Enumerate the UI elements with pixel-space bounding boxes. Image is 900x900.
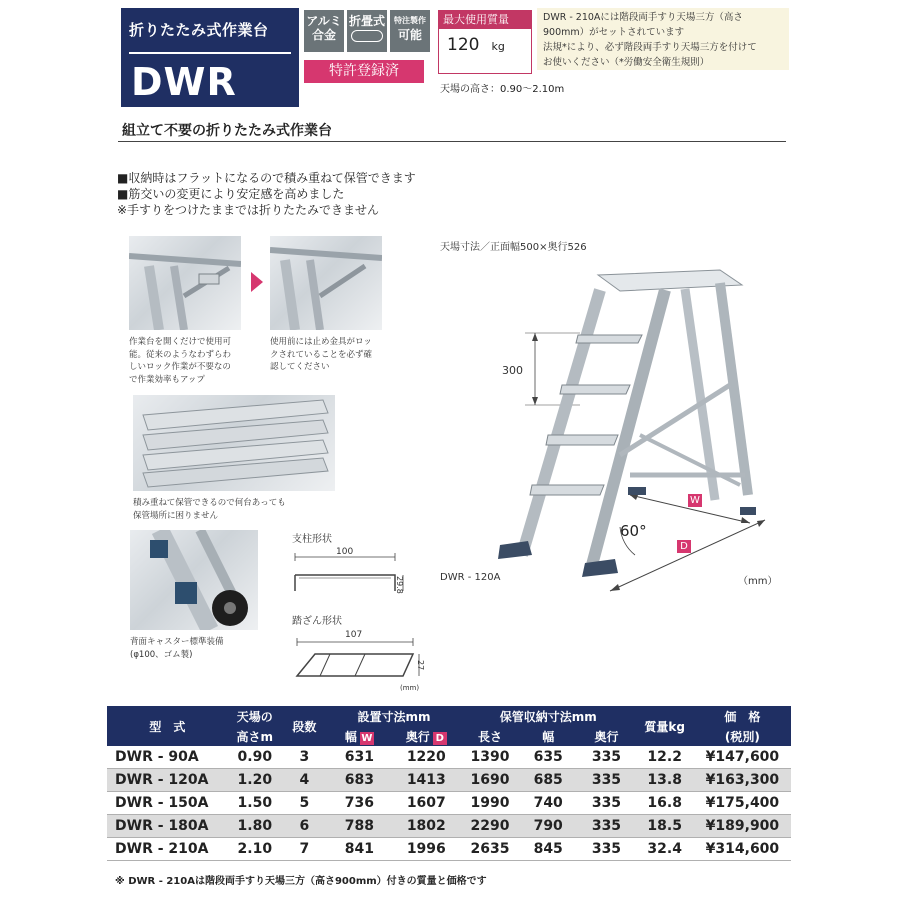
caption-open: 作業台を開くだけで使用可 能。従来のようなわずらわ しいロック作業が不要なの で作業効率もアップ: [129, 337, 232, 385]
caster-icon: [130, 530, 258, 630]
w-tag: W: [361, 732, 373, 744]
max-load-box: [438, 10, 532, 74]
caption-caster: 背面キャスター標準装備 (φ100、ゴム製): [130, 637, 224, 660]
patent-badge: 特許登録済: [304, 60, 424, 83]
badge-folding: 折畳式: [347, 10, 387, 52]
table-row: DWR - 180A 1.80 6 788 1802 2290 790 335 18.5 ¥189,900: [107, 815, 791, 838]
table-row: DWR - 120A 1.20 4 683 1413 1690 685 335 13.8 ¥163,300: [107, 769, 791, 792]
col-model: 型 式: [107, 706, 228, 746]
headline: 組立て不要の折りたたみ式作業台: [122, 123, 332, 139]
col-steps: 段数: [282, 706, 327, 746]
caption-stack: 積み重ねて保管できるので何台あっても 保管場所に困りません: [133, 498, 286, 521]
platform-size: 天場寸法／正面幅500×奥行526: [440, 242, 587, 253]
feature-item: ※手すりをつけたままでは折りたたみできません: [117, 203, 380, 217]
feature-item: ■収納時はフラットになるので積み重ねて保管できます: [117, 171, 416, 185]
d-tag: D: [433, 732, 447, 745]
diagram-unit: （mm）: [738, 576, 778, 587]
post-width: 100: [336, 547, 354, 557]
table-row: DWR - 90A 0.90 3 631 1220 1390 635 335 12.2 ¥147,600: [107, 746, 791, 769]
table-footnote: ※ DWR - 210Aは階段両手すり天場三方（高さ900mm）付きの質量と価格です: [115, 876, 487, 887]
spec-table: 型 式 天場の 段数 設置寸法mm 保管収納寸法mm 質量kg 価 格 高さm 幅 W 奥行 D 長さ 幅 奥行 (税別) DWR - 90A 0.90 3 631 1220 1390 635 335 12.2 ¥147,600 DWR - 120A 1.20 4 683 1413 1690 685 335 13.8 ¥163,300 DWR - 150A 1.50 5 736 1607 1990 740 335 16.8 ¥175,400 DWR - 180A 1.80 6 788 1802 2290 790 335 18.5 ¥189,900 DWR - 210A 2.10 7 841 1996 2635 845 335 32.4 ¥314,600: [107, 706, 791, 861]
photo-caster: [130, 530, 258, 630]
note-box: DWR - 210Aには階段両手すり天場三方（高さ 900mm）がセットされています 法規*により、必ず階段両手すり天場三方を付けて お使いください（*労働安全衛生規則）: [537, 8, 789, 70]
stack-illustration: [133, 395, 335, 491]
title-block: [121, 8, 299, 107]
feature-item: ■筋交いの変更により安定感を高めました: [117, 187, 345, 201]
post-profile-title: 支柱形状: [292, 534, 332, 545]
col-weight: 質量kg: [636, 706, 694, 746]
lock-illustration: [270, 236, 382, 330]
profile-unit: (mm): [400, 684, 420, 692]
platform-height-range: 天場の高さ：0.90〜2.10m: [440, 84, 565, 95]
work-platform-diagram: [480, 255, 780, 600]
w-tag: W: [688, 494, 702, 507]
col-price: 価 格: [694, 706, 791, 726]
folding-icon: [351, 30, 383, 42]
title-divider: [129, 52, 291, 54]
product-model: DWR: [131, 60, 237, 104]
product-subtitle: 折りたたみ式作業台: [129, 21, 269, 39]
col-storage: 保管収納寸法mm: [461, 706, 636, 726]
feature-list: [117, 170, 416, 218]
step-pitch-label: 300: [502, 364, 523, 377]
max-load-label: 最大使用質量: [439, 11, 531, 29]
step-profile-title: 踏ざん形状: [292, 616, 342, 627]
photo-locked: [270, 236, 382, 330]
col-install: 設置寸法mm: [327, 706, 461, 726]
badge-aluminum: アルミ 合金: [304, 10, 344, 52]
hinge-illustration: [129, 236, 241, 330]
table-row: DWR - 210A 2.10 7 841 1996 2635 845 335 32.4 ¥314,600: [107, 838, 791, 861]
d-tag: D: [677, 540, 691, 553]
angle-label: 60°: [620, 522, 647, 540]
caption-lock: 使用前には止め金具がロッ クされていることを必ず確 認してください: [270, 337, 373, 372]
max-load-unit: kg: [491, 40, 505, 53]
headline-rule: [118, 141, 786, 142]
table-row: DWR - 150A 1.50 5 736 1607 1990 740 335 16.8 ¥175,400: [107, 792, 791, 815]
photo-opened: [129, 236, 241, 330]
max-load-value: 120: [447, 35, 480, 55]
diagram-model: DWR - 120A: [440, 572, 501, 583]
badge-custom: 特注製作 可能: [390, 10, 430, 52]
post-height: 29.8: [395, 576, 404, 594]
photo-stacked: [133, 395, 335, 491]
step-height: 27: [416, 660, 425, 671]
next-arrow-icon: [251, 272, 263, 292]
col-height: 天場の: [228, 706, 282, 726]
step-width: 107: [345, 630, 363, 640]
